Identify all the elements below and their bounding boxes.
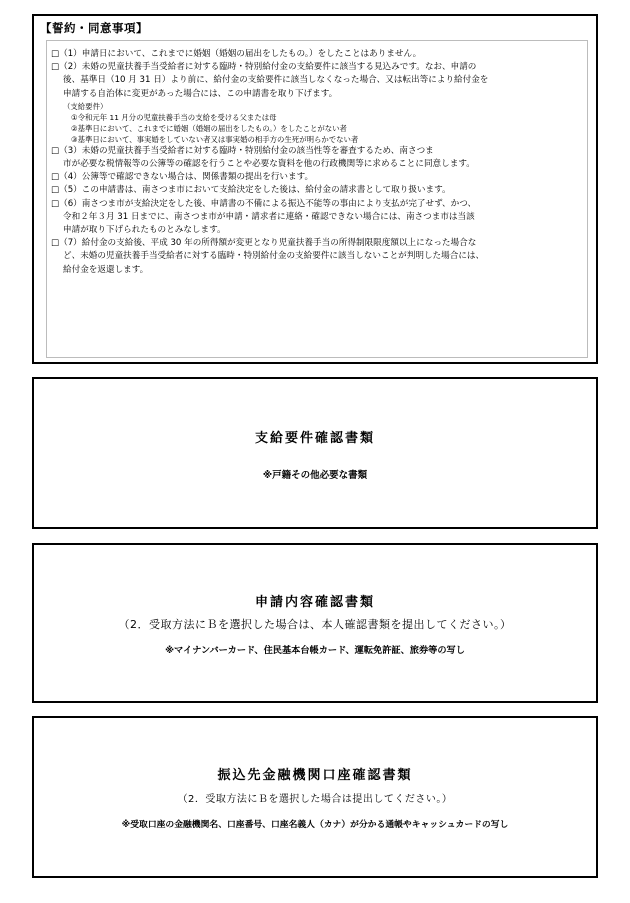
pledge-item-6 [51,198,583,238]
pledge-item-5 [51,184,583,197]
bank-account-documents-title: 振込先金融機関口座確認書類 [217,768,413,783]
pledge-item-3 [51,145,583,171]
requirements-block [63,101,583,145]
pledge-item-4 [51,171,583,184]
bank-account-documents-subtitle: （2．受取方法にＢを選択した場合は提出してください。） [177,794,453,805]
pledge-item-line: 給付金を返還します。 [63,264,149,275]
requirement-row: ②基準日において、これまでに婚姻（婚姻の届出をしたもの。）をしたことがない者 [71,123,347,133]
requirements-title: （支給要件） [63,101,108,111]
pledge-item-2 [51,61,583,101]
eligibility-documents-section [32,377,598,529]
application-documents-title: 申請内容確認書類 [254,595,375,610]
pledge-item-line: □（6）南さつま市が支給決定をした後、申請書の不備による振込不能等の事由により支払が完了せず、かつ、 [51,198,477,209]
pledge-item-7 [51,237,583,277]
pledge-item-line: □（5）この申請書は、南さつま市において支給決定をした後は、給付金の請求書として取り扱います。 [51,185,451,196]
requirement-row: ①令和元年 11 月分の児童扶養手当の支給を受ける父または母 [71,112,277,122]
application-documents-subtitle: （2．受取方法にＢを選択した場合は、本人確認書類を提出してください。） [118,618,512,631]
application-documents-note: ※マイナンバーカード、住民基本台帳カード、運転免許証、旅券等の写し [165,645,465,656]
eligibility-documents-title: 支給要件確認書類 [254,431,375,446]
pledge-item-line: 令和２年３月 31 日までに、南さつま市が申請・請求者に連絡・確認できない場合には、南さつま市は当該 [63,211,475,222]
pledge-items [51,48,583,277]
pledge-item-line: 申請する自治体に変更があった場合には、この申請書を取り下げます。 [63,88,338,99]
pledge-item-line: 後、基準日（10 月 31 日）より前に、給付金の支給要件に該当しなくなった場合、又は転出等により給付金を [63,75,489,86]
pledge-item-1 [51,48,583,61]
bank-account-documents-section [32,716,598,878]
pledge-item-line: □（7）給付金の支給後、平成 30 年の所得額が変更となり児童扶養手当の所得制限限度額以上になった場合な [51,238,477,249]
pledge-item-line: 市が必要な税情報等の公簿等の確認を行うことや必要な資料を他の行政機関等に求めることに同意します。 [63,159,475,170]
pledge-header: 【誓約・同意事項】 [40,21,148,35]
pledge-item-line: ど、未婚の児童扶養手当受給者に対する臨時・特別給付金の支給要件に該当しないことが判明した場合には、 [63,251,485,262]
requirement-row: ③基準日において、事実婚をしていない者又は事実婚の相手方の生死が明らかでない者 [71,134,359,144]
pledge-item-line: □（3）未婚の児童扶養手当受給者に対する臨時・特別給付金の該当性等を審査するため、南さつま [51,145,434,156]
pledge-section [32,14,598,364]
pledge-item-line: □（2）未婚の児童扶養手当受給者に対する臨時・特別給付金の支給要件に該当する見込みです。なお、申請の [51,62,477,73]
pledge-item-line: □（1）申請日において、これまでに婚姻（婚姻の届出をしたもの。）をしたことはありません。 [51,49,422,59]
pledge-item-line: 申請が取り下げられたものとみなします。 [63,225,226,236]
pledge-item-line: □（4）公簿等で確認できない場合は、関係書類の提出を行います。 [51,172,314,183]
application-documents-section [32,543,598,703]
eligibility-documents-note: ※戸籍その他必要な書類 [262,470,368,481]
bank-account-documents-note: ※受取口座の金融機関名、口座番号、口座名義人（カナ）が分かる通帳やキャッシュカードの写し [121,820,509,830]
